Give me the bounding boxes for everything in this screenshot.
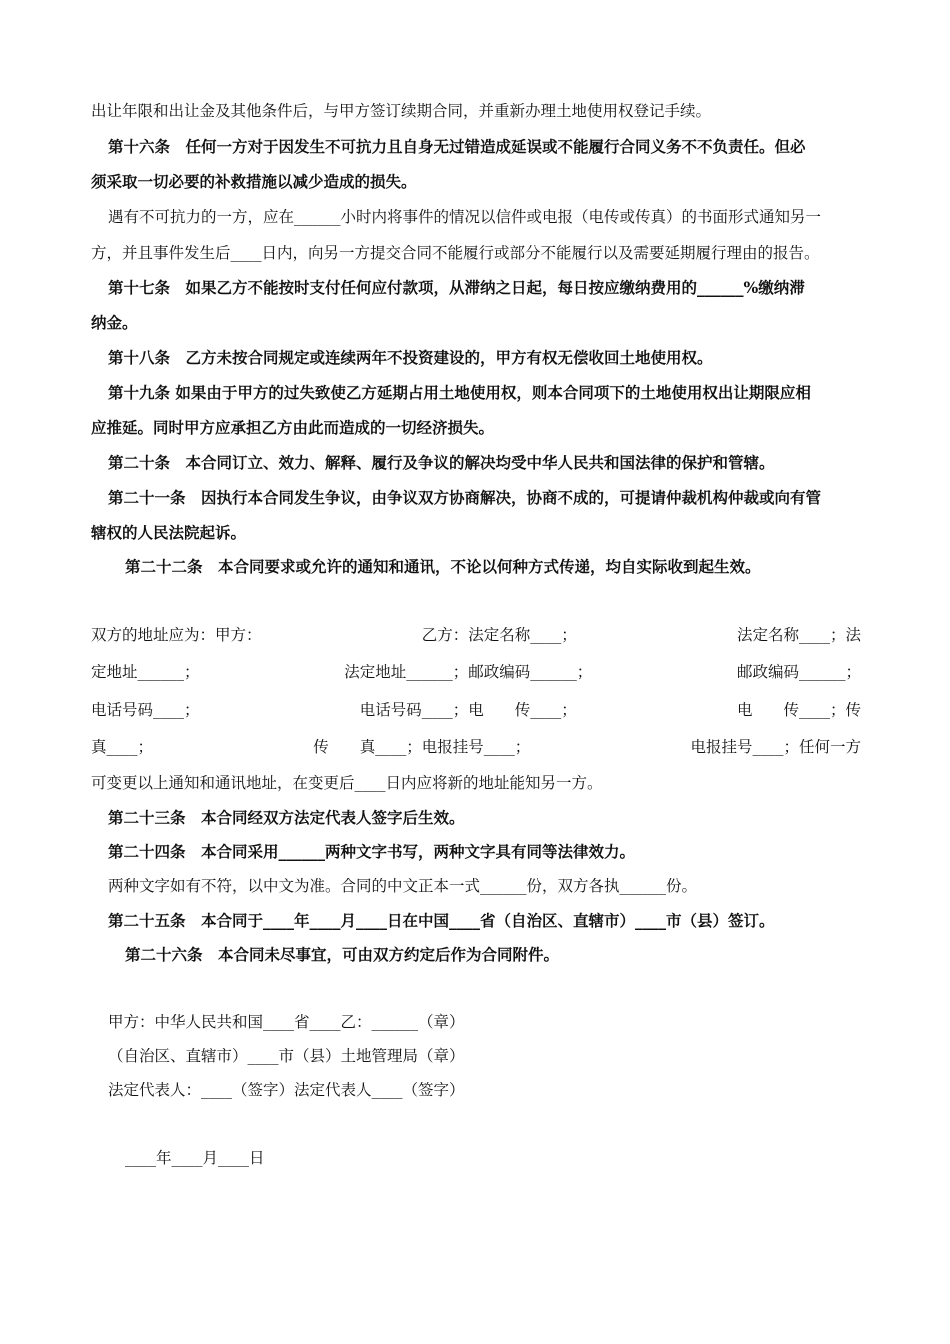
text-line: 两种文字如有不符，以中文为准。合同的中文正本一式______份，双方各执______份。 xyxy=(108,877,698,895)
text-line: 遇有不可抗力的一方，应在______小时内将事件的情况以信件或电报（电传或传真）的书面形式通知另一 xyxy=(108,208,822,226)
address-cell: 法定名称____；法 xyxy=(736,626,861,644)
address-row xyxy=(91,662,861,682)
address-cell: 法定地址______；邮政编码______； xyxy=(344,663,593,681)
article-19-cont: 应推延。同时甲方应承担乙方由此而造成的一切经济损失。 xyxy=(91,418,495,437)
article-19: 第十九条 如果由于甲方的过失致使乙方延期占用土地使用权，则本合同项下的土地使用权出让期限应相 xyxy=(108,383,811,402)
article-20: 第二十条 本合同订立、效力、解释、履行及争议的解决均受中华人民共和国法律的保护和管辖。 xyxy=(108,453,775,472)
address-cell: 乙方：法定名称____； xyxy=(421,626,577,644)
address-cell: 定地址______； xyxy=(91,663,200,681)
address-row xyxy=(91,625,861,645)
address-cell: 电话号码____； xyxy=(91,701,200,719)
article-18: 第十八条 乙方未按合同规定或连续两年不投资建设的，甲方有权无偿收回土地使用权。 xyxy=(108,348,713,367)
address-cell: 传 真____；电报挂号____； xyxy=(313,738,531,756)
article-24: 第二十四条 本合同采用______两种文字书写，两种文字具有同等法律效力。 xyxy=(108,842,636,861)
article-25: 第二十五条 本合同于____年____月____日在中国____省（自治区、直辖市）____市（县）签订。 xyxy=(108,911,775,930)
signature-line: （自治区、直辖市）____市（县）土地管理局（章） xyxy=(108,1047,465,1065)
text-line: 可变更以上通知和通讯地址，在变更后____日内应将新的地址能知另一方。 xyxy=(91,774,603,792)
address-cell: 电话号码____；电 传____； xyxy=(359,701,577,719)
address-cell: 双方的地址应为：甲方： xyxy=(91,626,262,644)
address-row xyxy=(91,700,861,720)
article-21: 第二十一条 因执行本合同发生争议，由争议双方协商解决，协商不成的，可提请仲裁机构仲裁或向有管 xyxy=(108,488,822,507)
text-line: 方，并且事件发生后____日内，向另一方提交合同不能履行或部分不能履行以及需要延期履行理由的报告。 xyxy=(91,244,820,262)
date-line: ____年____月____日 xyxy=(125,1149,265,1167)
article-16-cont: 须采取一切必要的补救措施以减少造成的损失。 xyxy=(91,172,417,191)
signature-line: 法定代表人：____（签字）法定代表人____（签字） xyxy=(108,1081,465,1099)
address-cell: 电 传____；传 xyxy=(736,701,861,719)
address-row xyxy=(91,737,861,757)
article-26: 第二十六条 本合同未尽事宜，可由双方约定后作为合同附件。 xyxy=(125,945,560,964)
article-17-cont: 纳金。 xyxy=(91,313,138,332)
article-21-cont: 辖权的人民法院起诉。 xyxy=(91,523,247,542)
address-cell: 真____； xyxy=(91,738,154,756)
article-17: 第十七条 如果乙方不能按时支付任何应付款项，从滞纳之日起，每日按应缴纳费用的______%缴纳滞 xyxy=(108,278,805,297)
article-16: 第十六条 任何一方对于因发生不可抗力且自身无过错造成延误或不能履行合同义务不不负责任。但必 xyxy=(108,137,806,156)
article-22: 第二十二条 本合同要求或允许的通知和通讯，不论以何种方式传递，均自实际收到起生效。 xyxy=(125,557,761,576)
address-cell: 邮政编码______； xyxy=(736,663,861,681)
article-23: 第二十三条 本合同经双方法定代表人签字后生效。 xyxy=(108,808,465,827)
signature-line: 甲方：中华人民共和国____省____乙：______（章） xyxy=(108,1013,465,1031)
text-line: 出让年限和出让金及其他条件后，与甲方签订续期合同，并重新办理土地使用权登记手续。 xyxy=(91,102,712,120)
address-cell: 电报挂号____；任何一方 xyxy=(690,738,861,756)
